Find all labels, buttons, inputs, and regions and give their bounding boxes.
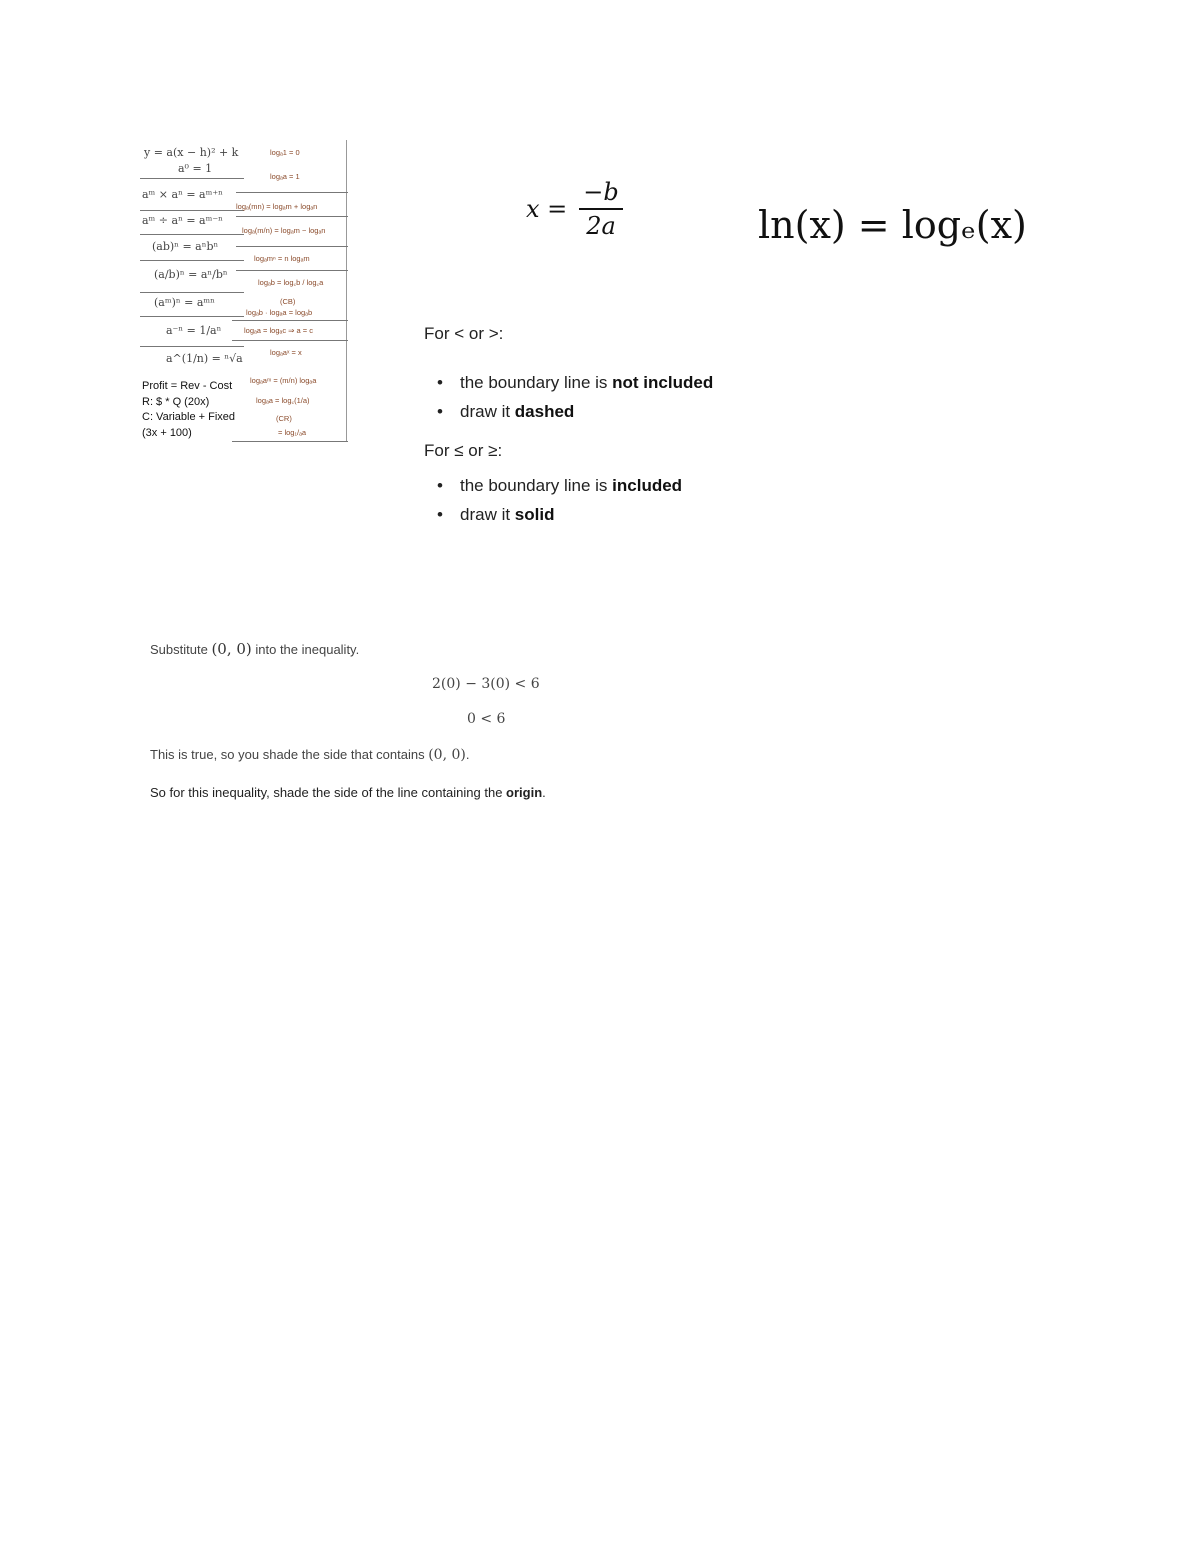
log-rule: (CB) bbox=[280, 297, 296, 306]
inclusive-inequality-list bbox=[424, 471, 682, 529]
divider bbox=[236, 216, 348, 217]
divider bbox=[140, 346, 244, 347]
vertex-form-formula: y = a(x − h)² + k bbox=[144, 146, 239, 159]
truth-text: . bbox=[465, 747, 470, 762]
exp-rule-quotient: aᵐ ÷ aⁿ = aᵐ⁻ⁿ bbox=[142, 214, 223, 227]
list-item-text: the boundary line is bbox=[460, 476, 613, 495]
list-item-text: draw it bbox=[460, 402, 515, 421]
log-rule: logₐb = log꜀b / log꜀a bbox=[258, 278, 324, 287]
cheat-sheet-border bbox=[346, 140, 347, 442]
strict-inequality-list bbox=[424, 368, 713, 426]
formula-numerator: −b bbox=[579, 178, 622, 210]
divider bbox=[140, 260, 244, 261]
formula-fraction bbox=[579, 178, 622, 240]
inclusive-inequality-heading: For ≤ or ≥: bbox=[424, 441, 503, 460]
list-item-text: the boundary line is bbox=[460, 373, 613, 392]
log-rule: logₐmⁿ = n logₐm bbox=[254, 254, 310, 263]
exp-rule-power-product: (ab)ⁿ = aⁿbⁿ bbox=[152, 240, 219, 253]
divider bbox=[140, 316, 244, 317]
revenue-line: R: $ * Q (20x) bbox=[142, 396, 210, 408]
divider bbox=[236, 270, 348, 271]
natural-log-identity: ln(x) = logₑ(x) bbox=[758, 203, 1027, 247]
substitution-intro bbox=[150, 640, 359, 658]
list-item bbox=[424, 368, 713, 397]
list-item-emphasis: included bbox=[612, 476, 683, 495]
exp-rule-root: a^(1/n) = ⁿ√a bbox=[166, 352, 243, 365]
exp-rule-negative: a⁻ⁿ = 1/aⁿ bbox=[166, 324, 222, 337]
divider bbox=[236, 192, 348, 193]
conclusion-statement bbox=[150, 785, 546, 800]
formula-denominator: 2a bbox=[586, 212, 616, 240]
intro-text: Substitute bbox=[150, 642, 212, 657]
intro-text: into the inequality. bbox=[251, 642, 360, 657]
conclusion-text: . bbox=[542, 785, 546, 800]
log-rule: logₐ(mn) = logₐm + logₐn bbox=[236, 202, 318, 211]
list-item-emphasis: solid bbox=[514, 505, 555, 524]
divider bbox=[140, 210, 244, 211]
conclusion-text: So for this inequality, shade the side of the line containing the bbox=[150, 785, 507, 800]
profit-line: Profit = Rev - Cost bbox=[142, 380, 233, 392]
log-rule: logₐ(m/n) = logₐm − logₐn bbox=[242, 226, 326, 235]
log-rule: logₐa = log꜀(1/a) bbox=[256, 396, 310, 405]
formula-cheat-sheet bbox=[140, 140, 348, 442]
log-rule: logₐb · logₐa = logₐb bbox=[246, 308, 313, 317]
list-item-emphasis: dashed bbox=[514, 402, 575, 421]
log-rule: logₐa = logₐc ⇒ a = c bbox=[244, 326, 313, 335]
truth-statement bbox=[150, 747, 469, 763]
exp-rule-power-of-power: (aᵐ)ⁿ = aᵐⁿ bbox=[154, 296, 215, 309]
list-item bbox=[424, 471, 682, 500]
divider bbox=[232, 320, 348, 321]
list-item-emphasis: not included bbox=[612, 373, 714, 392]
list-item-text: draw it bbox=[460, 505, 515, 524]
truth-text: This is true, so you shade the side that contains bbox=[150, 747, 429, 762]
cost-line: C: Variable + Fixed bbox=[142, 411, 236, 423]
substitution-equation: 2(0) − 3(0) < 6 bbox=[432, 676, 540, 692]
log-rule: (CR) bbox=[276, 414, 292, 423]
conclusion-emphasis: origin bbox=[506, 785, 543, 800]
log-rule: logₐaˣ = x bbox=[270, 348, 302, 357]
list-item bbox=[424, 397, 713, 426]
divider bbox=[140, 292, 244, 293]
log-rule: = log₁/ₐa bbox=[278, 428, 307, 437]
simplified-inequality: 0 < 6 bbox=[467, 711, 506, 727]
divider bbox=[236, 246, 348, 247]
strict-inequality-heading: For < or >: bbox=[424, 324, 504, 343]
formula-lhs: x = bbox=[526, 195, 568, 223]
exp-rule-zero: a⁰ = 1 bbox=[178, 162, 213, 175]
log-rule: logₐa = 1 bbox=[270, 172, 300, 181]
divider bbox=[140, 178, 244, 179]
divider bbox=[232, 340, 348, 341]
exp-rule-product: aᵐ × aⁿ = aᵐ⁺ⁿ bbox=[142, 188, 223, 201]
cost-expression-line: (3x + 100) bbox=[142, 427, 192, 439]
log-rule: logₐaᵐ = (m/n) logₐa bbox=[250, 376, 317, 385]
log-rule: logₐ1 = 0 bbox=[270, 148, 300, 157]
list-item bbox=[424, 500, 682, 529]
divider bbox=[232, 441, 348, 442]
origin-point: (0, 0) bbox=[211, 640, 252, 658]
origin-point: (0, 0) bbox=[428, 747, 466, 763]
exp-rule-power-quotient: (a/b)ⁿ = aⁿ/bⁿ bbox=[154, 268, 228, 281]
vertex-x-formula bbox=[526, 178, 623, 240]
divider bbox=[140, 234, 244, 235]
